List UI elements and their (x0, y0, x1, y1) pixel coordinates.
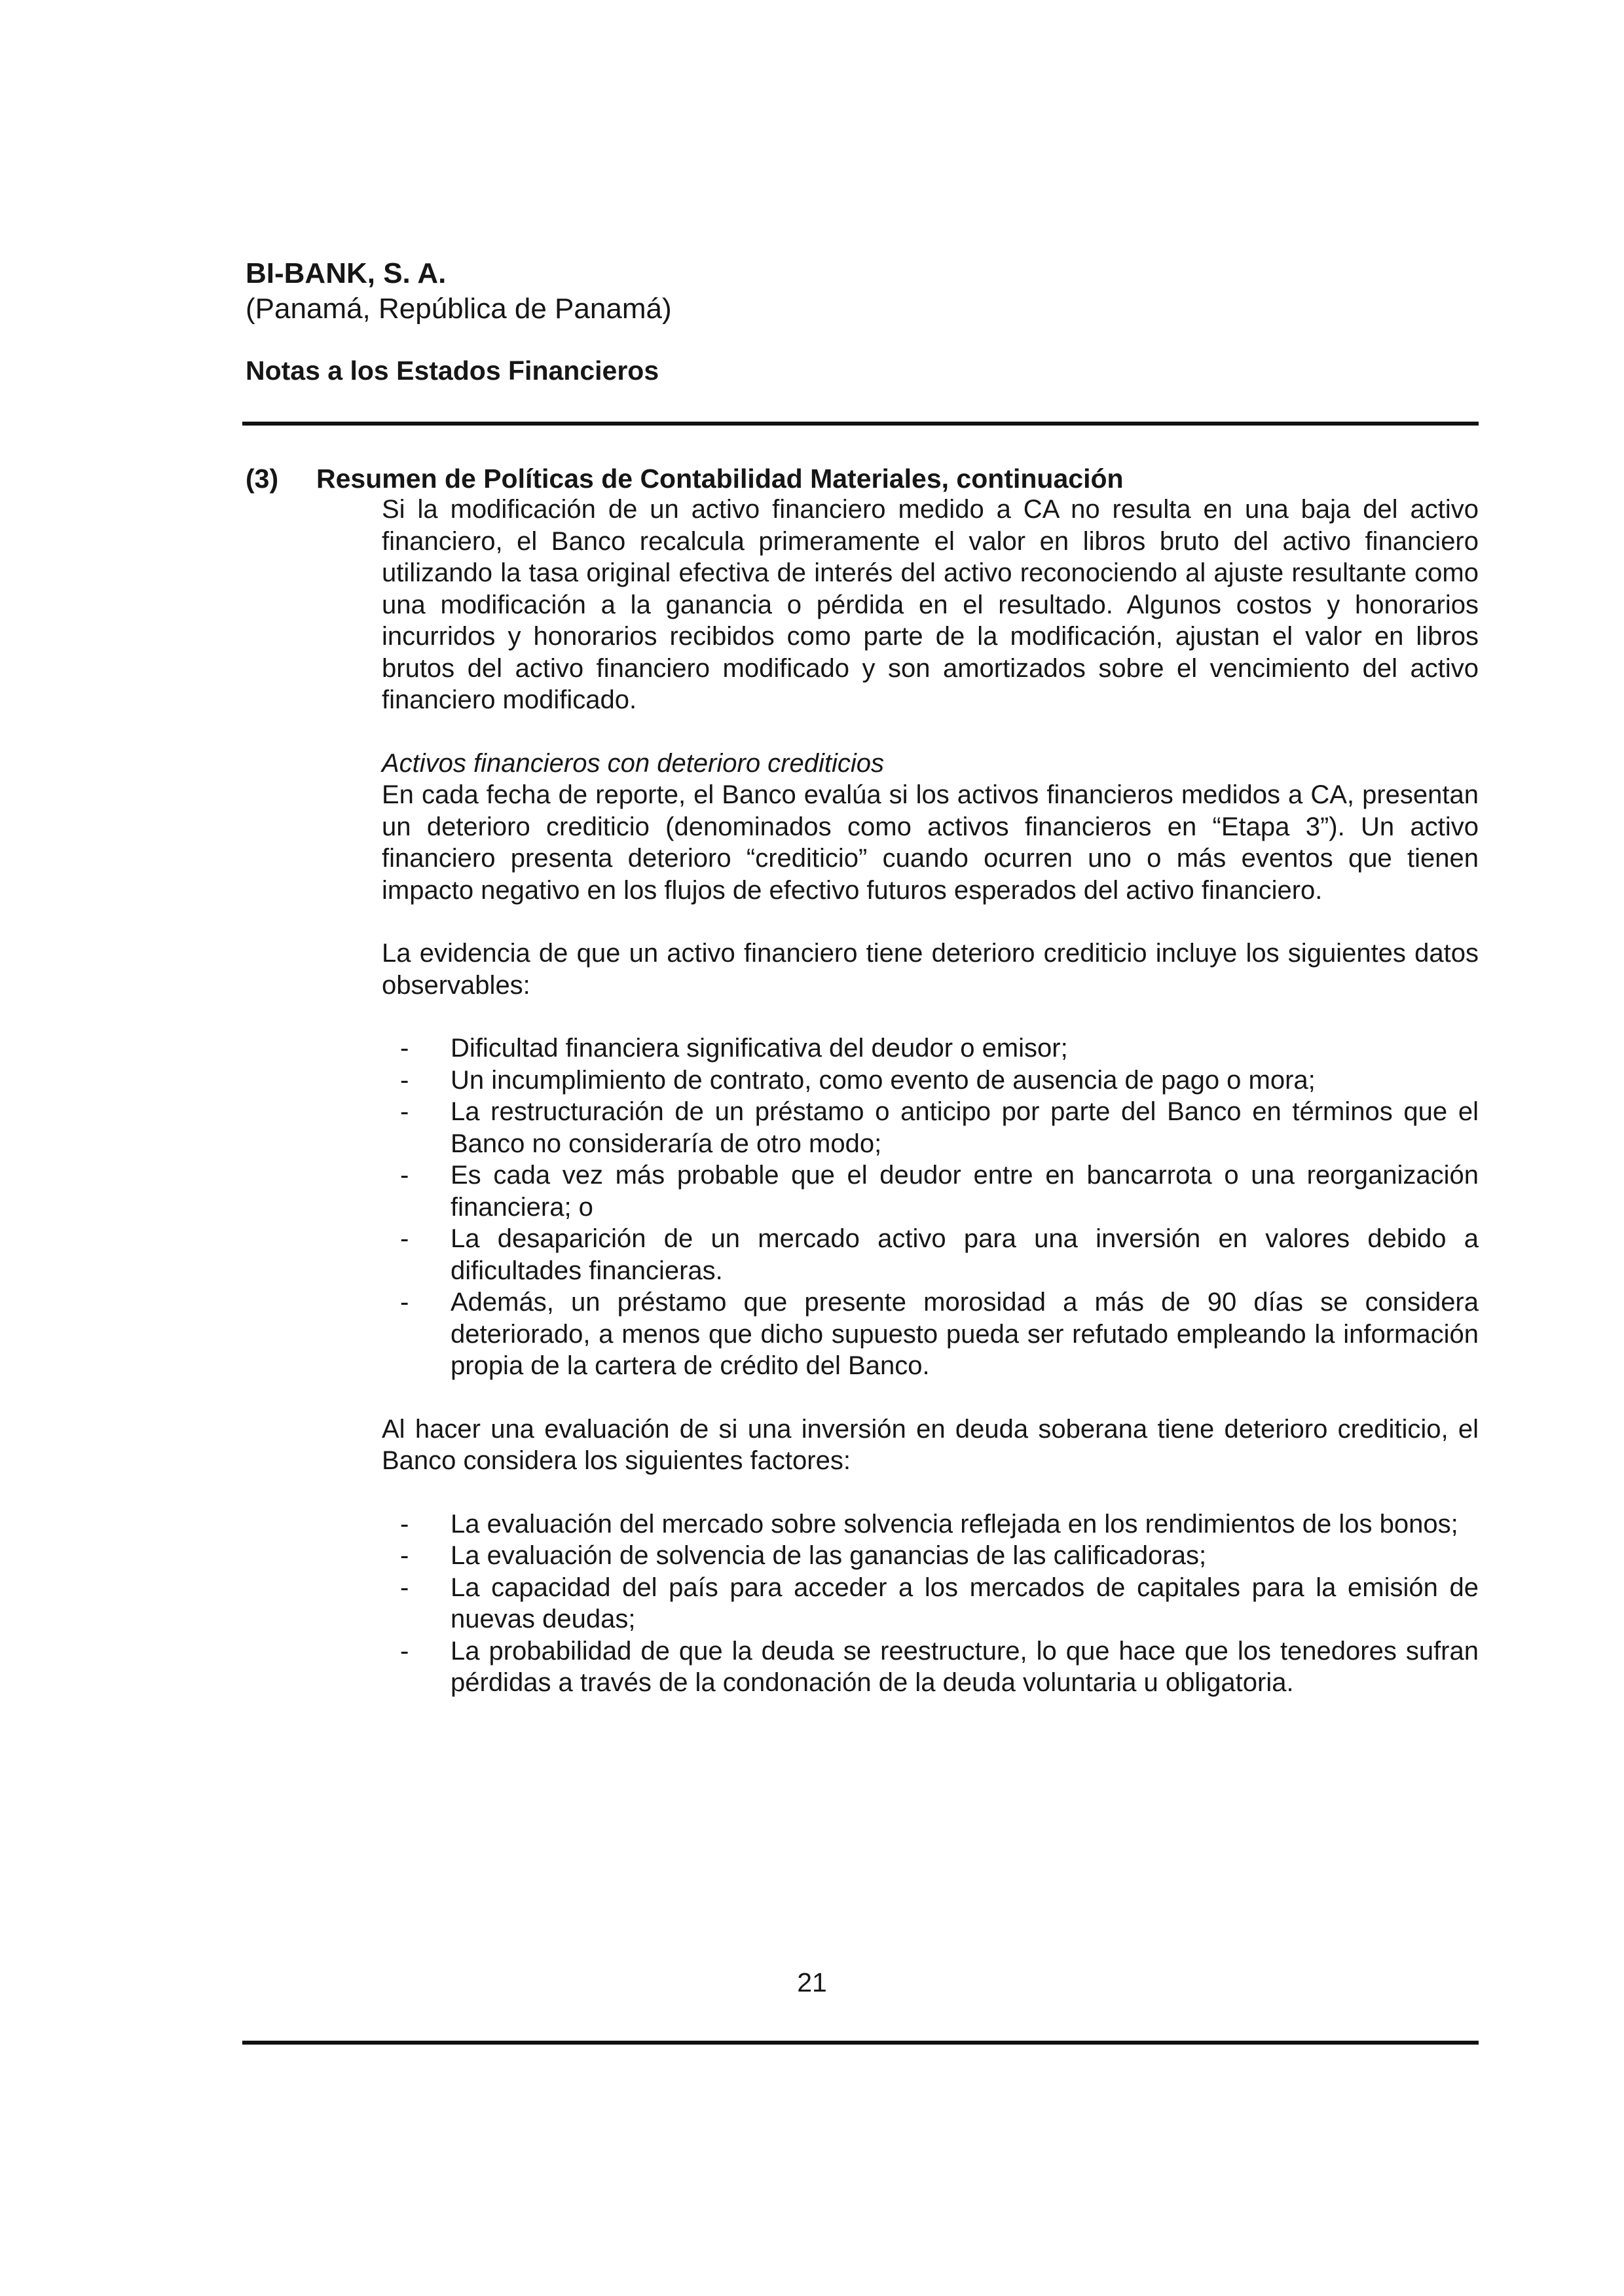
list-item-text: Un incumplimiento de contrato, como evento de ausencia de pago o mora; (451, 1065, 1316, 1095)
bullet-dash: - (400, 1097, 409, 1126)
list-item (382, 1572, 1479, 1635)
list-item-text: Además, un préstamo que presente morosidad a más de 90 días se considera deteriorado, a menos que dicho supuesto pueda ser refutado empleando la información propia de la cartera de crédito del Banco. (451, 1288, 1479, 1380)
bullet-dash: - (400, 1034, 409, 1063)
section-title: Resumen de Políticas de Contabilidad Materiales, continuación (316, 464, 1124, 494)
list-item-text: Dificultad financiera significativa del deudor o emisor; (451, 1034, 1068, 1063)
list-item (382, 1635, 1479, 1699)
bullet-dash: - (400, 1541, 409, 1570)
list-item (382, 1508, 1479, 1540)
list-item (382, 1032, 1479, 1065)
bullet-dash: - (400, 1573, 409, 1602)
list-item-text: Es cada vez más probable que el deudor entre en bancarrota o una reorganización financiera; o (451, 1161, 1479, 1222)
page-number: 21 (797, 1967, 827, 1997)
bullet-dash: - (400, 1065, 409, 1095)
intro-paragraph: Si la modificación de un activo financiero medido a CA no resulta en una baja del activo financiero, el Banco recalcula primeramente el valor en libros bruto del activo financiero utilizando la tasa original efectiva de interés del activo reconociendo al ajuste resultante como una modificación a la ganancia o pérdida en el resultado. Algunos costos y honorarios incurridos y honorarios recibidos como parte de la modificación, ajustan el valor en libros brutos del activo financiero modificado y son amortizados sobre el vencimiento del activo financiero modificado. (382, 495, 1479, 714)
bullet-dash: - (400, 1509, 409, 1539)
company-name: BI-BANK, S. A. (246, 257, 447, 289)
evidence-paragraph: La evidencia de que un activo financiero tiene deterioro crediticio incluye los siguientes datos observables: (382, 939, 1479, 1000)
subheading: Activos financieros con deterioro crediticios (382, 748, 885, 778)
list-item-text: La evaluación del mercado sobre solvencia reflejada en los rendimientos de los bonos; (451, 1509, 1458, 1539)
header-divider (242, 422, 1479, 426)
list-item (382, 1286, 1479, 1382)
impairment-paragraph: En cada fecha de reporte, el Banco evalúa si los activos financieros medidos a CA, presentan un deterioro crediticio (denominados como activos financieros en “Etapa 3”). Un activo financiero presenta deterioro “crediticio” cuando ocurren uno o más eventos que tienen impacto negativo en los flujos de efectivo futuros esperados del activo financiero. (382, 780, 1479, 905)
list-item-text: La restructuración de un préstamo o anticipo por parte del Banco en términos que el Banco no consideraría de otro modo; (451, 1097, 1479, 1158)
list-item (382, 1223, 1479, 1286)
list-item-text: La capacidad del país para acceder a los mercados de capitales para la emisión de nuevas deudas; (451, 1573, 1479, 1633)
list-item (382, 1096, 1479, 1159)
footer-divider (242, 2041, 1479, 2045)
list-item (382, 1159, 1479, 1223)
evidence-list (382, 1032, 1479, 1382)
factor-list (382, 1508, 1479, 1699)
bullet-dash: - (400, 1224, 409, 1253)
list-item (382, 1065, 1479, 1097)
section-body (382, 494, 1479, 1699)
document-title: Notas a los Estados Financieros (246, 355, 659, 386)
list-item (382, 1540, 1479, 1572)
list-item-text: La probabilidad de que la deuda se reestructure, lo que hace que los tenedores sufran pérdidas a través de la condonación de la deuda voluntaria u obligatoria. (451, 1636, 1479, 1697)
list-item-text: La desaparición de un mercado activo para una inversión en valores debido a dificultades financieras. (451, 1224, 1479, 1285)
list-item-text: La evaluación de solvencia de las ganancias de las calificadoras; (451, 1541, 1207, 1570)
section-number: (3) (246, 464, 279, 494)
bullet-dash: - (400, 1288, 409, 1317)
company-location: (Panamá, República de Panamá) (246, 293, 672, 325)
bullet-dash: - (400, 1636, 409, 1666)
sovereign-debt-paragraph: Al hacer una evaluación de si una inversión en deuda soberana tiene deterioro crediticio, el Banco considera los siguientes factores: (382, 1414, 1479, 1475)
bullet-dash: - (400, 1161, 409, 1190)
